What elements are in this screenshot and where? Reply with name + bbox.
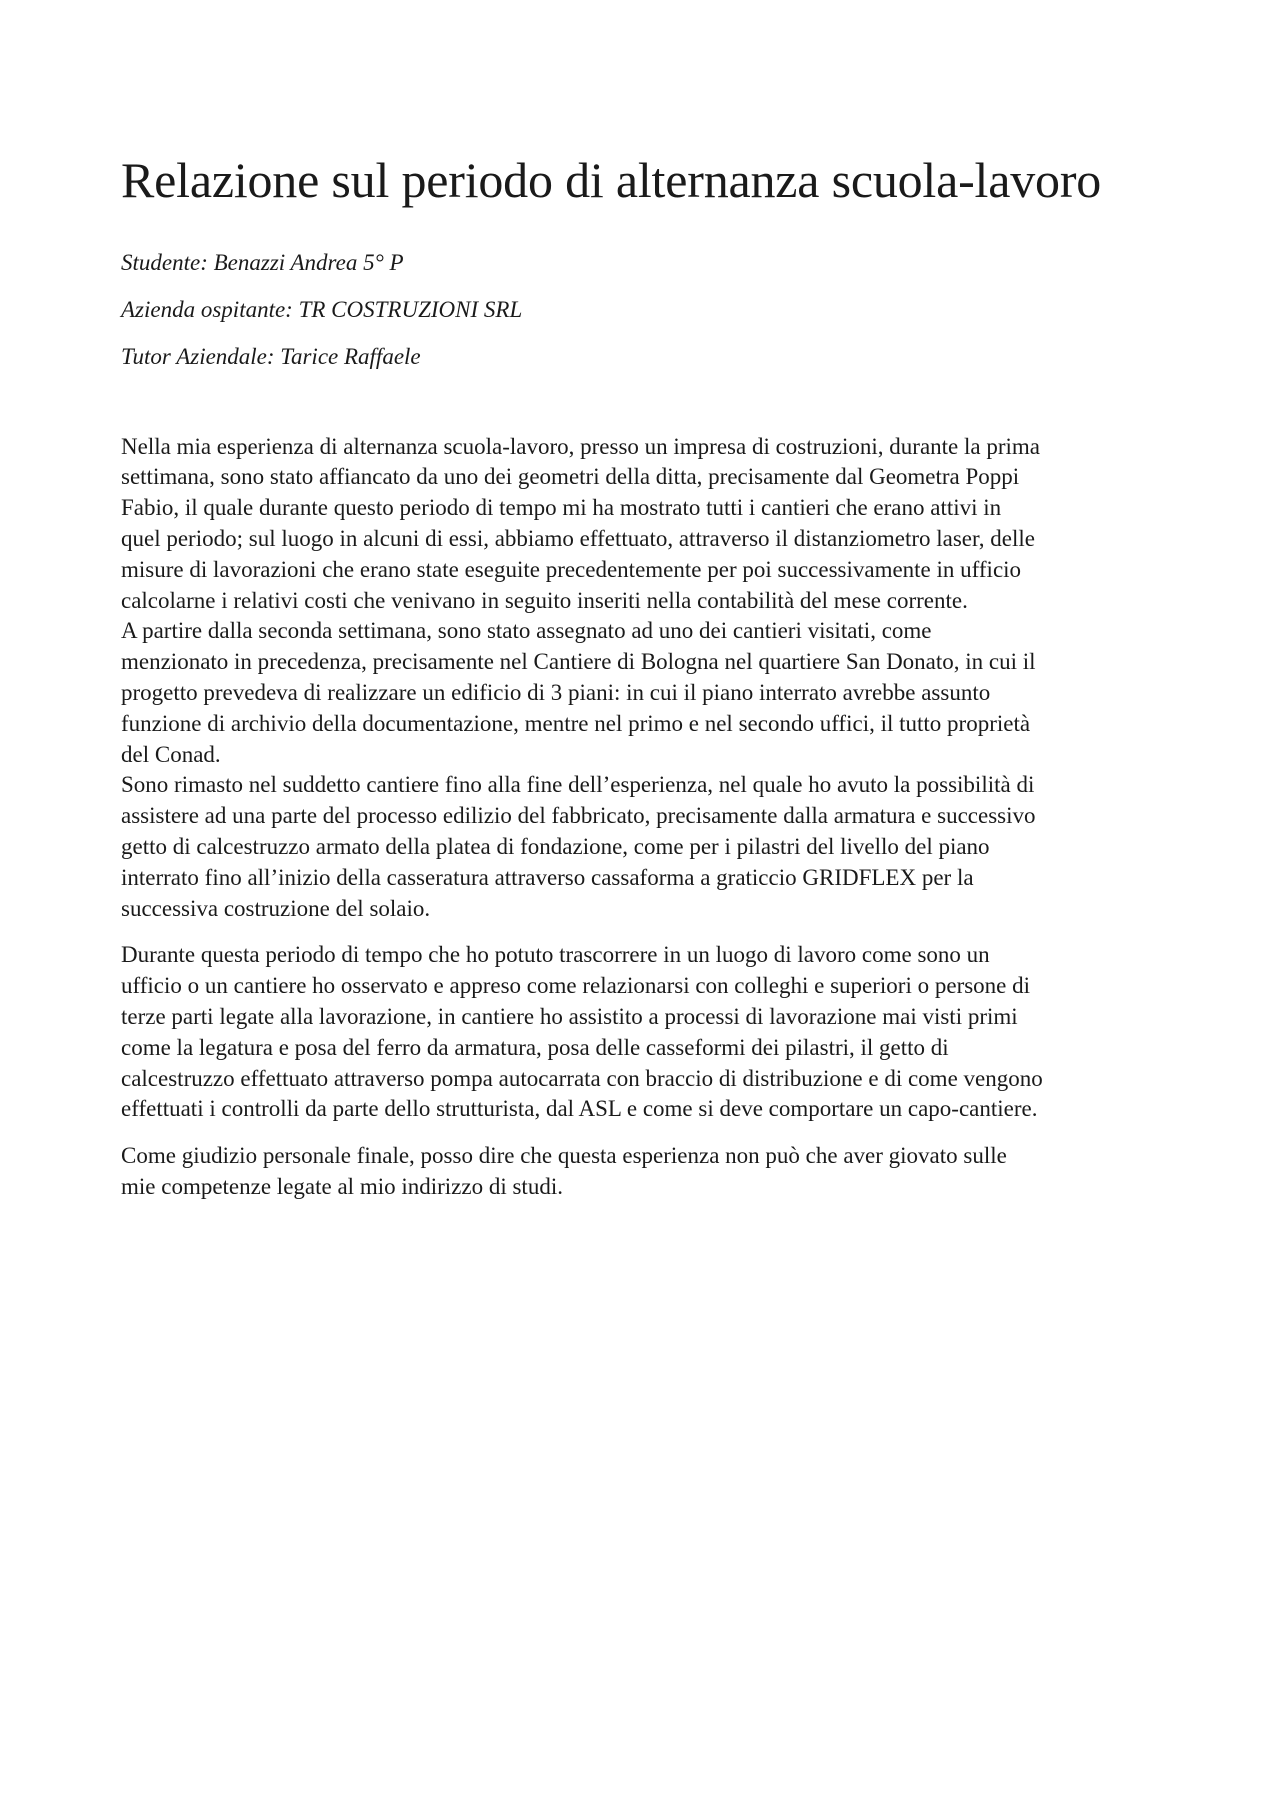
paragraph-line: successiva costruzione del solaio. — [121, 895, 431, 921]
paragraph-line: funzione di archivio della documentazione, mentre nel primo e nel secondo uffici, il tutto proprietà — [121, 710, 1031, 736]
paragraph-line: calcolarne i relativi costi che venivano in seguito inseriti nella contabilità del mese corrente. — [121, 587, 968, 613]
document-page — [121, 150, 1171, 1219]
meta-block — [121, 248, 1171, 372]
paragraph-line: Nella mia esperienza di alternanza scuola-lavoro, presso un impresa di costruzioni, durante la prima — [121, 433, 1041, 459]
paragraph-line: settimana, sono stato affiancato da uno dei geometri della ditta, precisamente dal Geometra Poppi — [121, 464, 1020, 490]
paragraph-2 — [121, 940, 1171, 1125]
paragraph-line: misure di lavorazioni che erano state eseguite precedentemente per poi successivamente in ufficio — [121, 556, 1022, 582]
paragraph-line: quel periodo; sul luogo in alcuni di essi, abbiamo effettuato, attraverso il distanziometro laser, delle — [121, 526, 1035, 552]
paragraph-line: calcestruzzo effettuato attraverso pompa autocarrata con braccio di distribuzione e di come vengono — [121, 1065, 1043, 1091]
page-title: Relazione sul periodo di alternanza scuola-lavoro — [121, 152, 1102, 208]
paragraph-line: progetto prevedeva di realizzare un edificio di 3 piani: in cui il piano interrato avrebbe assunto — [121, 680, 991, 706]
paragraph-line: Fabio, il quale durante questo periodo di tempo mi ha mostrato tutti i cantieri che erano attivi in — [121, 495, 1002, 521]
company-line: Azienda ospitante: TR COSTRUZIONI SRL — [121, 296, 523, 322]
paragraph-line: del Conad. — [121, 741, 221, 767]
paragraph-line: A partire dalla seconda settimana, sono stato assegnato ad uno dei cantieri visitati, come — [121, 618, 932, 644]
paragraph-line: getto di calcestruzzo armato della platea di fondazione, come per i pilastri del livello del piano — [121, 834, 990, 860]
paragraph-3 — [121, 1141, 1171, 1203]
paragraph-line: Durante questa periodo di tempo che ho potuto trascorrere in un luogo di lavoro come sono un — [121, 942, 990, 968]
tutor-line: Tutor Aziendale: Tarice Raffaele — [121, 343, 421, 369]
paragraph-line: interrato fino all’inizio della casseratura attraverso cassaforma a graticcio GRIDFLEX per la — [121, 864, 974, 890]
paragraph-line: menzionato in precedenza, precisamente nel Cantiere di Bologna nel quartiere San Donato, in cui il — [121, 649, 1036, 675]
paragraph-line: mie competenze legate al mio indirizzo di studi. — [121, 1174, 563, 1199]
paragraph-line: ufficio o un cantiere ho osservato e appreso come relazionarsi con colleghi e superiori o persone di — [121, 973, 1031, 999]
paragraph-line: assistere ad una parte del processo edilizio del fabbricato, precisamente dalla armatura e successivo — [121, 803, 1036, 829]
student-line: Studente: Benazzi Andrea 5° P — [121, 250, 404, 275]
paragraph-line: Sono rimasto nel suddetto cantiere fino alla fine dell’esperienza, nel quale ho avuto la possibilità di — [121, 772, 1035, 798]
paragraph-1 — [121, 432, 1171, 925]
paragraph-line: come la legatura e posa del ferro da armatura, posa delle casseformi dei pilastri, il getto di — [121, 1034, 949, 1060]
paragraph-line: effettuati i controlli da parte dello strutturista, dal ASL e come si deve comportare un capo-cantiere. — [121, 1096, 1038, 1122]
paragraph-line: Come giudizio personale finale, posso dire che questa esperienza non può che aver giovato sulle — [121, 1143, 1007, 1169]
paragraph-line: terze parti legate alla lavorazione, in cantiere ho assistito a processi di lavorazione mai visti primi — [121, 1004, 1018, 1030]
